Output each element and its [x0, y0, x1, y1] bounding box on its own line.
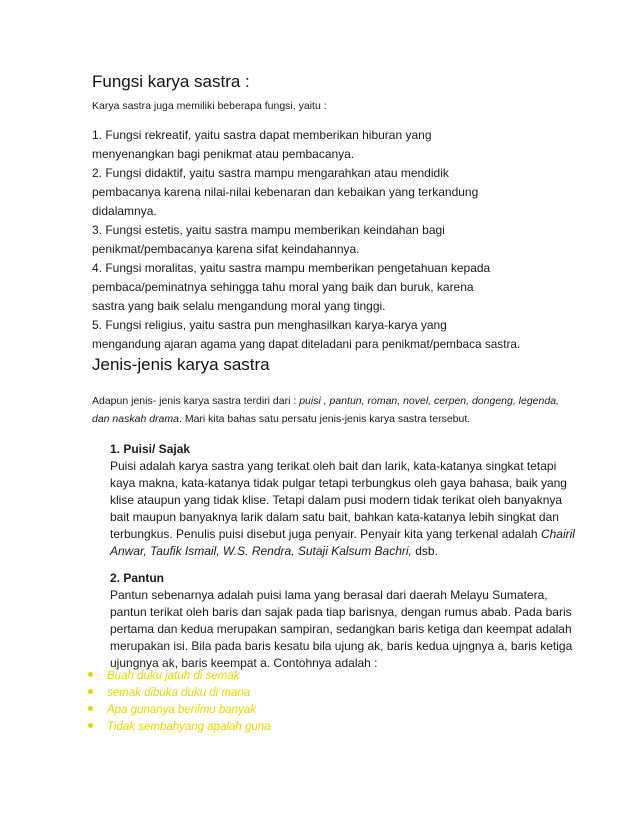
- intro-text: . Mari kita bahas satu persatu jenis-jenis karya sastra tersebut.: [178, 413, 471, 425]
- body-line: Pantun sebenarnya adalah puisi lama yang berasal dari daerah Melayu Sumatera,: [110, 588, 548, 602]
- subheading-pantun: 2. Pantun: [110, 571, 165, 585]
- body-line: didalamnya.: [92, 204, 157, 218]
- list-item-text: semak dibuka duku di mana: [107, 687, 251, 699]
- body-line: pembaca/peminatnya sehingga tahu moral yang baik dan buruk, karena: [92, 280, 474, 294]
- body-line: menyenangkan bagi penikmat atau pembacanya.: [92, 147, 355, 161]
- intro-italic-list: puisi , pantun, roman, novel, cerpen, dongeng, legenda,: [299, 395, 559, 407]
- body-line: 5. Fungsi religius, yaitu sastra pun menghasilkan karya-karya yang: [92, 318, 447, 332]
- body-text: terbungkus. Penulis puisi disebut juga penyair. Penyair kita yang terkenal adalah: [110, 527, 541, 541]
- body-line: ujungnya ak, baris keempat a. Contohnya adalah :: [110, 656, 378, 670]
- body-line: mengandung ajaran agama yang dapat diteladani para penikmat/pembaca sastra.: [92, 337, 521, 351]
- body-line: 3. Fungsi estetis, yaitu sastra mampu memberikan keindahan bagi: [92, 223, 445, 237]
- body-line: pantun terikat oleh baris dan sajak pada tiap barisnya, dengan rumus abab. Pada baris: [110, 605, 572, 619]
- list-item: [88, 687, 250, 699]
- section-intro-fungsi: Karya sastra juga memiliki beberapa fungsi, yaitu :: [92, 100, 327, 112]
- body-text: dsb.: [411, 544, 438, 558]
- section-intro-jenis-line2: [92, 413, 470, 425]
- list-item-text: Buah duku jatuh di semak: [107, 670, 240, 682]
- intro-italic-list: dan naskah drama: [92, 413, 179, 425]
- body-line: pembacanya karena nilai-nilai kebenaran dan kebaikan yang terkandung: [92, 185, 479, 199]
- body-line: sastra yang baik selalu mengandung moral yang tinggi.: [92, 299, 386, 313]
- body-line: bait maupun banyaknya larik dalam satu bait, bahkan kata-katanya lebih singkat dan: [110, 510, 559, 524]
- body-italic: Chairil: [540, 527, 575, 541]
- body-line: [110, 527, 575, 541]
- list-item: [88, 670, 239, 682]
- bullet-icon: [88, 689, 93, 694]
- intro-text: Adapun jenis- jenis karya sastra terdiri dari :: [92, 395, 300, 407]
- body-line: 4. Fungsi moralitas, yaitu sastra mampu memberikan pengetahuan kepada: [92, 261, 491, 275]
- body-line: klise ataupun yang tidak klise. Tetapi dalam pusi modern tidak terikat oleh banyaknya: [110, 493, 563, 507]
- list-item-text: Tidak sembahyang apalah guna: [107, 721, 271, 733]
- section-title-fungsi: Fungsi karya sastra :: [92, 72, 250, 91]
- list-item: [88, 721, 271, 733]
- list-item: [88, 704, 256, 716]
- body-line: 1. Fungsi rekreatif, yaitu sastra dapat memberikan hiburan yang: [92, 128, 432, 142]
- body-line: pertama dan kedua merupakan sampiran, sedangkan baris ketiga dan keempat adalah: [110, 622, 572, 636]
- body-italic: Anwar, Taufik Ismail, W.S. Rendra, Sutaji Kalsum Bachri,: [110, 544, 412, 558]
- bullet-icon: [88, 672, 93, 677]
- body-line: merupakan isi. Bila pada baris kesatu bila ujung ak, baris kedua ujngnya a, baris ketiga: [110, 639, 573, 653]
- bullet-icon: [88, 723, 93, 728]
- body-line: [110, 544, 438, 558]
- body-line: 2. Fungsi didaktif, yaitu sastra mampu mengarahkan atau mendidik: [92, 166, 449, 180]
- body-line: penikmat/pembacanya karena sifat keindahannya.: [92, 242, 360, 256]
- body-line: kaya makna, kata-katanya tidak pulgar tetapi terbungkus oleh gaya bahasa, baik yang: [110, 476, 567, 490]
- bullet-icon: [88, 706, 93, 711]
- body-line: Puisi adalah karya sastra yang terikat oleh bait dan larik, kata-katanya singkat tetapi: [110, 459, 557, 473]
- section-title-jenis: Jenis-jenis karya sastra: [92, 355, 270, 374]
- subheading-puisi: 1. Puisi/ Sajak: [110, 442, 191, 456]
- section-intro-jenis-line1: [92, 395, 559, 407]
- list-item-text: Apa gunanya berilmu banyak: [107, 704, 256, 716]
